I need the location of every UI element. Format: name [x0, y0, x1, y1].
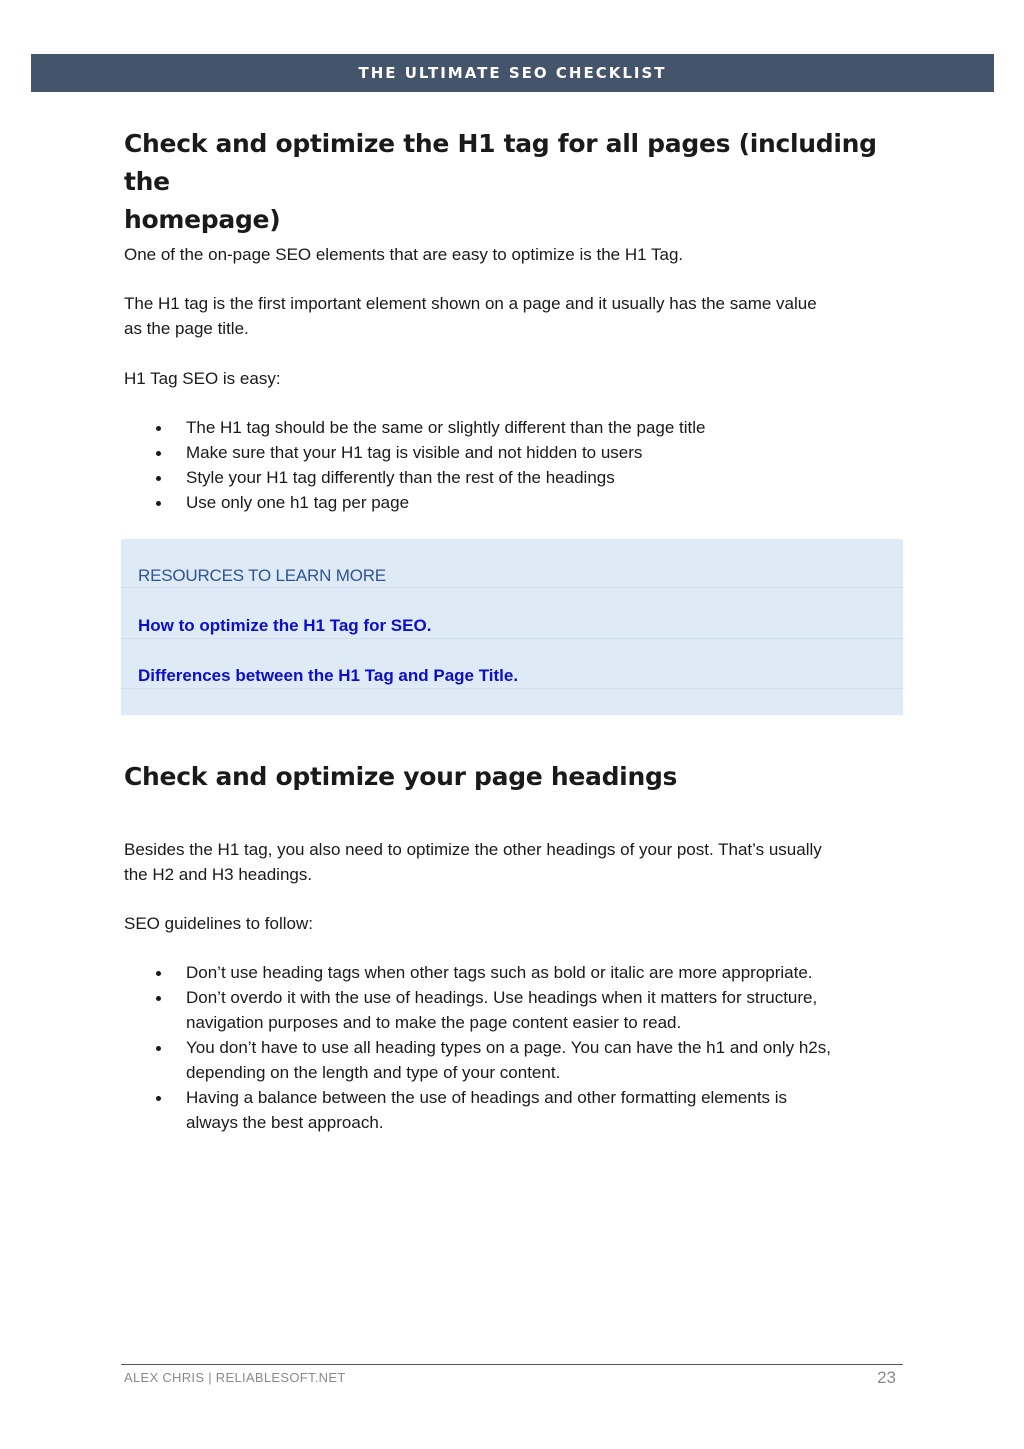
section-1-paragraph-1 [124, 242, 904, 267]
section-1-bullet-list [124, 415, 904, 515]
list-item [124, 985, 904, 1035]
list-item [124, 1035, 904, 1085]
list-item [124, 1085, 904, 1135]
resources-heading: RESOURCES TO LEARN MORE [138, 566, 386, 585]
section-1-title-line-2: homepage) [124, 205, 281, 234]
footer-divider [121, 1364, 903, 1365]
resources-box [121, 539, 903, 715]
bullet-dot-icon [156, 971, 161, 976]
section-2-title-block [124, 758, 904, 796]
bullet-dot-icon [156, 1046, 161, 1051]
section-2-paragraph-2-text: SEO guidelines to follow: [124, 914, 313, 933]
bullet-dot-icon [156, 451, 161, 456]
section-1-title-line-1: Check and optimize the H1 tag for all pages (including the [124, 129, 877, 196]
section-2-paragraph-1-line-1: Besides the H1 tag, you also need to optimize the other headings of your post. That’s usually [124, 840, 822, 859]
section-1-paragraph-2-line-2: as the page title. [124, 319, 249, 338]
list-item-text: Style your H1 tag differently than the rest of the headings [186, 468, 615, 487]
section-1-paragraph-2-text [124, 291, 904, 341]
list-item-text-line-2: navigation purposes and to make the page content easier to read. [186, 1013, 682, 1032]
section-2-paragraph-1-text [124, 837, 904, 887]
section-1-paragraph-2 [124, 291, 904, 341]
section-1-paragraph-2-line-1: The H1 tag is the first important element shown on a page and it usually has the same value [124, 294, 817, 313]
section-2-bullet-list [124, 960, 904, 1135]
section-1-title [124, 125, 904, 239]
footer-author: ALEX CHRIS | RELIABLESOFT.NET [124, 1370, 346, 1385]
resource-link-h1-vs-title[interactable]: Differences between the H1 Tag and Page Title. [138, 666, 519, 685]
list-item-text: The H1 tag should be the same or slightly different than the page title [186, 418, 706, 437]
section-2-paragraph-1 [124, 837, 904, 887]
document-header-banner [31, 54, 994, 92]
list-item-text-line-1: You don’t have to use all heading types on a page. You can have the h1 and only h2s, [186, 1038, 831, 1057]
list-item-text: Make sure that your H1 tag is visible and not hidden to users [186, 443, 643, 462]
bullet-dot-icon [156, 476, 161, 481]
bullet-dot-icon [156, 426, 161, 431]
footer-page-number: 23 [877, 1368, 896, 1387]
bullet-dot-icon [156, 1096, 161, 1101]
section-1-paragraph-3 [124, 366, 904, 391]
section-2-paragraph-1-line-2: the H2 and H3 headings. [124, 865, 313, 884]
section-1-title-block [124, 125, 904, 239]
resource-link-h1-optimize[interactable]: How to optimize the H1 Tag for SEO. [138, 616, 432, 635]
list-item-text: Use only one h1 tag per page [186, 493, 410, 512]
section-2-paragraph-2 [124, 911, 904, 936]
list-item-text: Don’t use heading tags when other tags such as bold or italic are more appropriate. [186, 963, 813, 982]
bullet-dot-icon [156, 501, 161, 506]
list-item-text-line-1: Don’t overdo it with the use of headings. Use headings when it matters for structure, [186, 988, 818, 1007]
list-item [124, 960, 904, 985]
list-item [124, 440, 904, 465]
list-item [124, 465, 904, 490]
header-banner-title: THE ULTIMATE SEO CHECKLIST [358, 64, 667, 82]
bullet-dot-icon [156, 996, 161, 1001]
section-2-title: Check and optimize your page headings [124, 762, 678, 791]
list-item-text-line-2: depending on the length and type of your content. [186, 1063, 561, 1082]
list-item-text-line-2: always the best approach. [186, 1113, 384, 1132]
section-1-paragraph-3-text: H1 Tag SEO is easy: [124, 369, 281, 388]
section-1-paragraph-1-text: One of the on-page SEO elements that are easy to optimize is the H1 Tag. [124, 245, 684, 264]
list-item-text-line-1: Having a balance between the use of headings and other formatting elements is [186, 1088, 788, 1107]
list-item [124, 415, 904, 440]
list-item [124, 490, 904, 515]
